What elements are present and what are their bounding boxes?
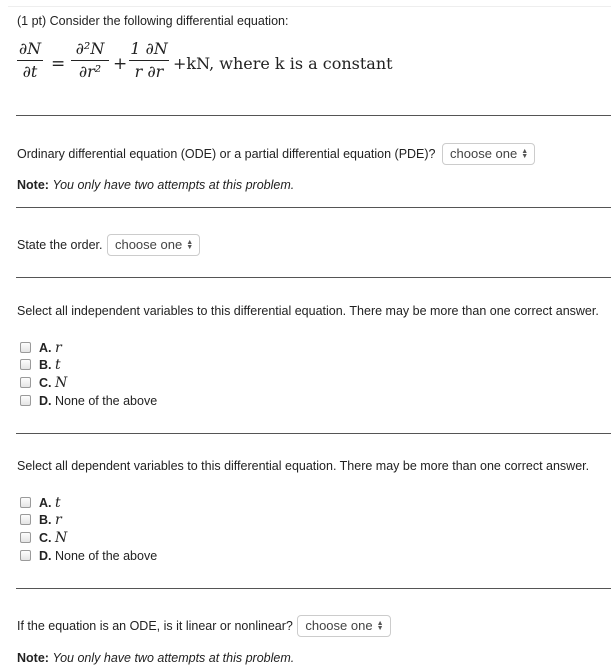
independent-option-a[interactable] [20,340,62,357]
plus-sign: + [113,54,128,74]
option-value: r [54,512,62,528]
attempts-note [17,178,294,192]
option-letter: D. [39,394,52,408]
question-ode-pde-text: Ordinary differential equation (ODE) or a partial differential equation (PDE)? [17,147,436,161]
note-label: Note: [17,178,49,192]
select-value: choose one [450,146,518,161]
divider [16,207,611,208]
order-select[interactable] [107,234,200,256]
equals-sign: = [51,54,66,74]
term2-denominator: r ∂r [134,62,164,81]
question-dependent-vars: Select all dependent variables to this differential equation. There may be more than one correct answer. [17,459,590,473]
checkbox-icon[interactable] [20,359,31,370]
checkbox-icon[interactable] [20,532,31,543]
term1-fraction [71,40,109,81]
dependent-option-a[interactable] [20,495,61,512]
term2-numerator: 1 ∂N [130,39,168,58]
dependent-option-d[interactable] [20,548,157,565]
checkbox-icon[interactable] [20,514,31,525]
option-value: t [54,357,61,373]
option-letter: D. [39,549,52,563]
independent-option-c[interactable] [20,375,67,392]
option-letter: B. [39,513,52,527]
note-text: You only have two attempts at this problem. [52,651,295,665]
checkbox-icon[interactable] [20,395,31,406]
dependent-option-b[interactable] [20,512,62,529]
select-value: choose one [114,237,183,252]
linearity-select[interactable] [297,615,390,637]
up-down-arrow-icon: ▲ ▼ [521,148,529,160]
divider [16,433,611,434]
option-value: N [54,530,68,546]
note-text: You only have two attempts at this problem. [52,178,295,192]
divider [16,277,611,278]
term1-denominator: ∂r² [78,62,102,81]
lhs-fraction [17,40,43,81]
up-down-arrow-icon: ▲ ▼ [186,239,194,251]
independent-option-d[interactable] [20,393,157,410]
option-value: t [54,495,61,511]
top-divider [8,6,611,7]
term2-fraction [129,40,169,81]
lhs-numerator: ∂N [18,39,42,58]
checkbox-icon[interactable] [20,550,31,561]
up-down-arrow-icon: ▲ ▼ [376,620,384,632]
ode-pde-select[interactable] [442,143,535,165]
checkbox-icon[interactable] [20,377,31,388]
independent-option-b[interactable] [20,357,61,374]
equation-tail: +kN, where k is a constant [173,54,393,73]
question-order-text: State the order. [17,238,103,252]
question-linearity [17,615,391,637]
question-order [17,234,200,256]
question-independent-vars: Select all independent variables to this differential equation. There may be more than one correct answer. [17,304,599,318]
option-value: None of the above [54,394,158,408]
term1-numerator: ∂²N [75,39,105,58]
checkbox-icon[interactable] [20,497,31,508]
problem-header: (1 pt) Consider the following differential equation: [17,14,289,28]
option-value: None of the above [54,549,158,563]
divider [16,115,611,116]
option-value: r [54,340,62,356]
option-value: N [54,375,68,391]
note-label: Note: [17,651,49,665]
dependent-option-c[interactable] [20,530,67,547]
option-letter: A. [39,341,52,355]
attempts-note [17,651,294,665]
checkbox-icon[interactable] [20,342,31,353]
option-letter: C. [39,531,52,545]
option-letter: C. [39,376,52,390]
question-linearity-text: If the equation is an ODE, is it linear or nonlinear? [17,619,293,633]
question-ode-pde [17,143,535,165]
select-value: choose one [305,618,373,633]
divider [16,588,611,589]
lhs-denominator: ∂t [22,62,38,81]
option-letter: A. [39,496,52,510]
option-letter: B. [39,358,52,372]
